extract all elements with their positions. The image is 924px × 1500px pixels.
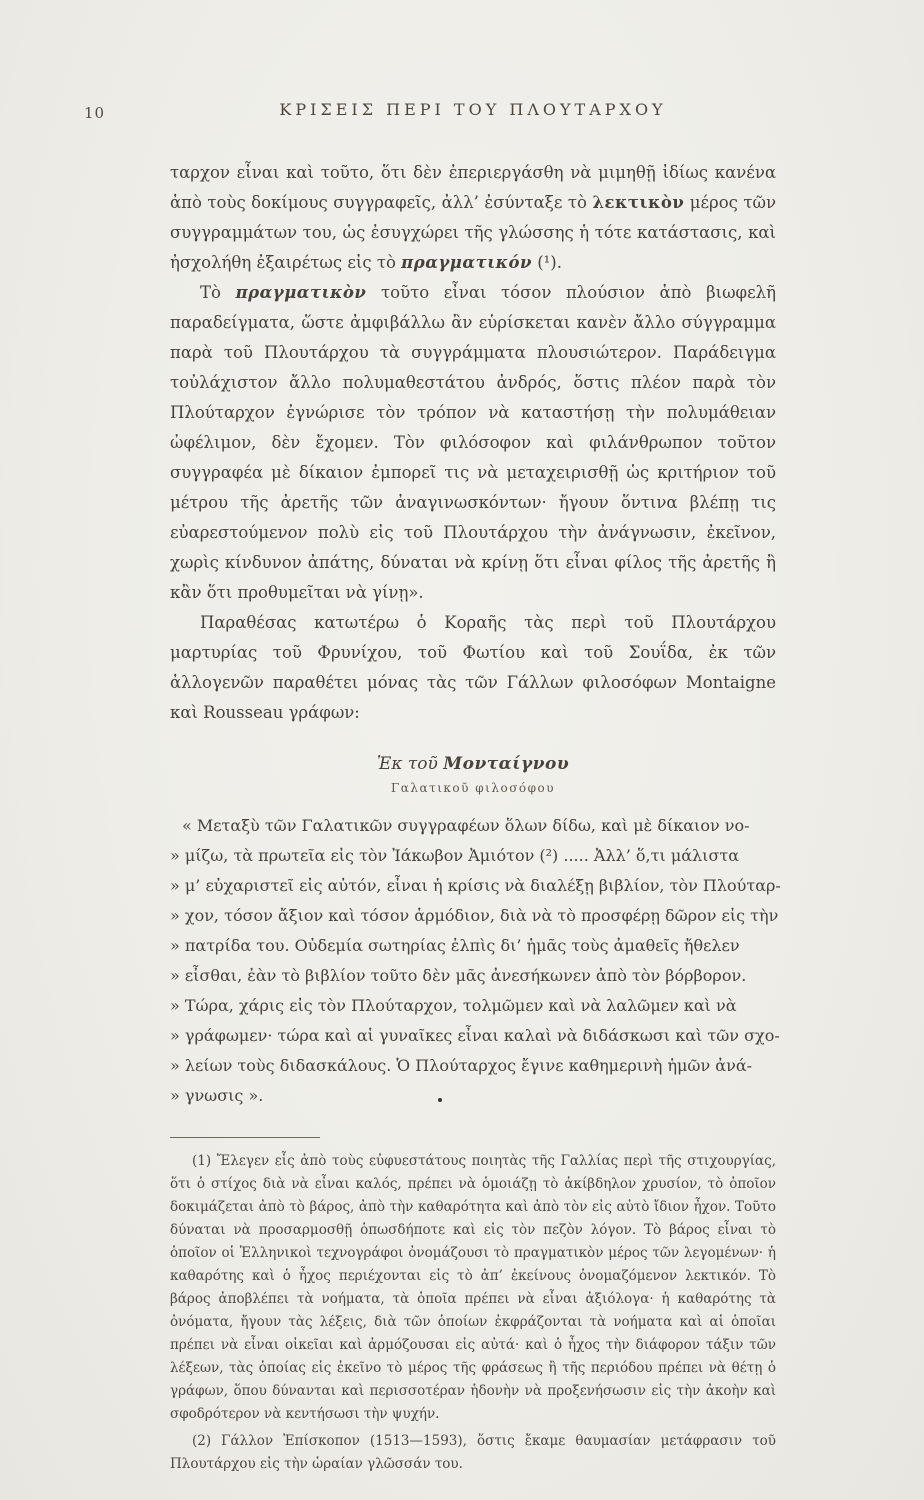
quotation-block [170, 811, 781, 1111]
quote-line: » εἶσθαι, ἐὰν τὸ βιβλίον τοῦτο δὲν μᾶς ἀνεσήκωνεν ἀπὸ τὸν βόρβορον. [170, 966, 747, 985]
paragraph-text: μέρος τῶν συγγραμμάτων του, ὡς ἐσυγχώρει τῆς γλώσσης ἡ τότε κατάστασις, καὶ ἠσχολήθη ἐξαιρέτως εἰς τὸ [170, 193, 776, 272]
section-heading-prefix: Ἐκ τοῦ [376, 754, 444, 774]
section-subheading: Γαλατικοῦ φιλοσόφου [390, 781, 556, 795]
paragraph-text: ταρχον εἶναι καὶ τοῦτο, ὅτι δὲν ἐπεριεργάσθη νὰ μιμηθῇ ἰδίως κανένα ἀπὸ τοὺς δοκίμους συγγραφεῖς, ἀλλ’ ἐσύνταξε τὸ [170, 163, 776, 212]
footnote-2: (2) Γάλλον Ἐπίσκοπον (1513—1593), ὅστις ἔκαμε θαυμασίαν μετάφρασιν τοῦ Πλουτάρχου εἰς τὴν ὡραίαν γλῶσσάν του. [170, 1433, 776, 1472]
quote-line: » λείων τοὺς διδασκάλους. Ὁ Πλούταρχος ἔγινε καθημερινὴ ἡμῶν ἀνά- [170, 1056, 753, 1075]
text-column [84, 0, 781, 1480]
paragraph-2 [170, 278, 776, 608]
ink-dot [438, 1098, 442, 1102]
quote-line: » μίζω, τὰ πρωτεῖα εἰς τὸν Ἰάκωβον Ἀμιότον (²) ..... Ἀλλ’ ὅ,τι μάλιστα [170, 846, 740, 865]
quote-line: » γράφωμεν· τώρα καὶ αἱ γυναῖκες εἶναι καλαὶ νὰ διδάσκωσι καὶ τῶν σχο- [170, 1026, 780, 1045]
quote-line: » Τώρα, χάρις εἰς τὸν Πλούταρχον, τολμῶμεν καὶ νὰ λαλῶμεν καὶ νὰ [170, 996, 737, 1015]
running-title: ΚΡΙΣΕΙΣ ΠΕΡΙ ΤΟΥ ΠΛΟΥΤΑΡΧΟΥ [279, 100, 667, 119]
quote-line: » πατρίδα του. Οὐδεμία σωτηρίας ἐλπὶς δι’ ἡμᾶς τοὺς ἀμαθεῖς ἤθελεν [170, 936, 740, 955]
section-heading-name: Μονταίγνου [443, 754, 570, 774]
paragraph-text: Τὸ [200, 283, 236, 302]
section-heading [170, 754, 776, 774]
paragraph-text: Παραθέσας κατωτέρω ὁ Κοραῆς τὰς περὶ τοῦ Πλουτάρχου μαρτυρίας τοῦ Φρυνίχου, τοῦ Φωτίου καὶ τοῦ Σουΐδα, ἐκ τῶν ἀλλογενῶν παραθέτει μόνας τὰς τῶν Γάλλων φιλοσόφων Montaigne καὶ Rousseau γράφων: [170, 613, 776, 722]
footnote-separator-rule [170, 1137, 320, 1138]
quote-line: » χον, τόσον ἄξιον καὶ τόσον ἁρμόδιον, διὰ νὰ τὸ προσφέρῃ δῶρον εἰς τὴν [170, 906, 779, 925]
page-header [84, 100, 776, 126]
paragraph-3 [170, 608, 776, 728]
text-block [170, 158, 781, 1476]
paragraph-text: τοῦτο εἶναι τόσον πλούσιον ἀπὸ βιωφελῆ παραδείγματα, ὥστε ἀμφιβάλλω ἂν εὑρίσκεται κανὲν ἄλλο σύγγραμμα παρὰ τοῦ Πλουτάρχου τὰ συγγράμματα πλουσιώτερον. Παράδειγμα τοὐλάχιστον ἄλλο πολυμαθεστάτου ἀνδρός, ὅστις πλέον παρὰ τὸν Πλούταρχον ἐγνώρισε τὸν τρόπον νὰ καταστήσῃ τὴν πολυμάθειαν ὠφέλιμον, δὲν ἔχομεν. Τὸν φιλόσοφον καὶ φιλάνθρωπον τοῦτον συγγραφέα μὲ δίκαιον ἐμπορεῖ τις νὰ μεταχειρισθῇ ὡς κριτήριον τοῦ μέτρου τῆς ἀρετῆς τῶν ἀναγινωσκόντων· ἤγουν ὅντινα βλέπῃ τις εὐαρεστούμενον πολὺ εἰς τοῦ Πλουτάρχου τὴν ἀνάγνωσιν, ἐκεῖνον, χωρὶς κίνδυνον ἀπάτης, δύναται νὰ κρίνῃ ὅτι εἶναι φίλος τῆς ἀρετῆς ἢ κἂν ὅτι προθυμεῖται νὰ γίνῃ». [170, 283, 776, 602]
quote-line: » μ’ εὐχαριστεῖ εἰς αὐτόν, εἶναι ἡ κρίσις νὰ διαλέξῃ βιβλίον, τὸν Πλούταρ- [170, 876, 781, 895]
quote-line: « Μεταξὺ τῶν Γαλατικῶν συγγραφέων ὅλων δίδω, καὶ μὲ δίκαιον νο- [182, 816, 750, 835]
page-number: 10 [84, 104, 106, 122]
quote-line: » γνωσις ». [170, 1086, 264, 1105]
emphasis-term-lektikon: λεκτικὸν [592, 193, 685, 212]
paragraph-1 [170, 158, 776, 278]
emphasis-term-pragmatikon: πραγματικόν [401, 253, 532, 272]
emphasis-term-pragmatikon: πραγματικὸν [235, 283, 367, 302]
footnote-1: (1) Ἔλεγεν εἷς ἀπὸ τοὺς εὐφυεστάτους ποιητὰς τῆς Γαλλίας περὶ τῆς στιχουργίας, ὅτι ὁ στίχος διὰ νὰ εἶναι καλός, πρέπει νὰ ὁμοιάζῃ τὸ ἀκίβδηλον χρυσίον, τὸ ὁποῖον δοκιμάζεται ἀπὸ τὸ βάρος, ἀπὸ τὴν καθαρότητα καὶ ἀπὸ τὸν εἰς αὐτὸ ἴδιον ἦχον. Τοῦτο δύναται νὰ προσαρμοσθῇ ὁπωσδήποτε καὶ εἰς τὸν πεζὸν λόγον. Τὸ βάρος εἶναι τὸ ὁποῖον οἱ Ἑλληνικοὶ τεχνογράφοι ὀνομάζουσι τὸ πραγματικὸν μέρος τῶν λεγομένων· ἡ καθαρότης καὶ ὁ ἦχος περιέχονται εἰς τὸ ἀπ’ ἐκείνους ὀνομαζόμενον λεκτικόν. Τὸ βάρος ἀποβλέπει τὰ νοήματα, τὰ ὁποῖα πρέπει νὰ εἶναι ἀξιόλογα· ἡ καθαρότης τὰ ὀνόματα, ἤγουν τὰς λέξεις, διὰ τῶν ὁποίων ἐκφράζονται τὰ νοήματα καὶ αἱ ὁποῖαι πρέπει νὰ εἶναι οἰκεῖαι καὶ ἁρμόζουσαι εἰς αὐτά· καὶ ὁ ἦχος τὴν διάφορον τάξιν τῶν λέξεων, τὰς ὁποίας εἰς ἐκεῖνο τὸ μέρος τῆς φράσεως ἢ τῆς περιόδου πρέπει νὰ θέτῃ ὁ γράφων, ὅπου δύνανται καὶ περισσοτέραν ἡδονὴν νὰ προξενήσωσιν εἰς τὴν ἀκοὴν καὶ σφοδρότερον νὰ κεντήσωσι τὴν ψυχήν. [170, 1153, 776, 1422]
footnote-marker-1: (¹). [532, 253, 562, 272]
